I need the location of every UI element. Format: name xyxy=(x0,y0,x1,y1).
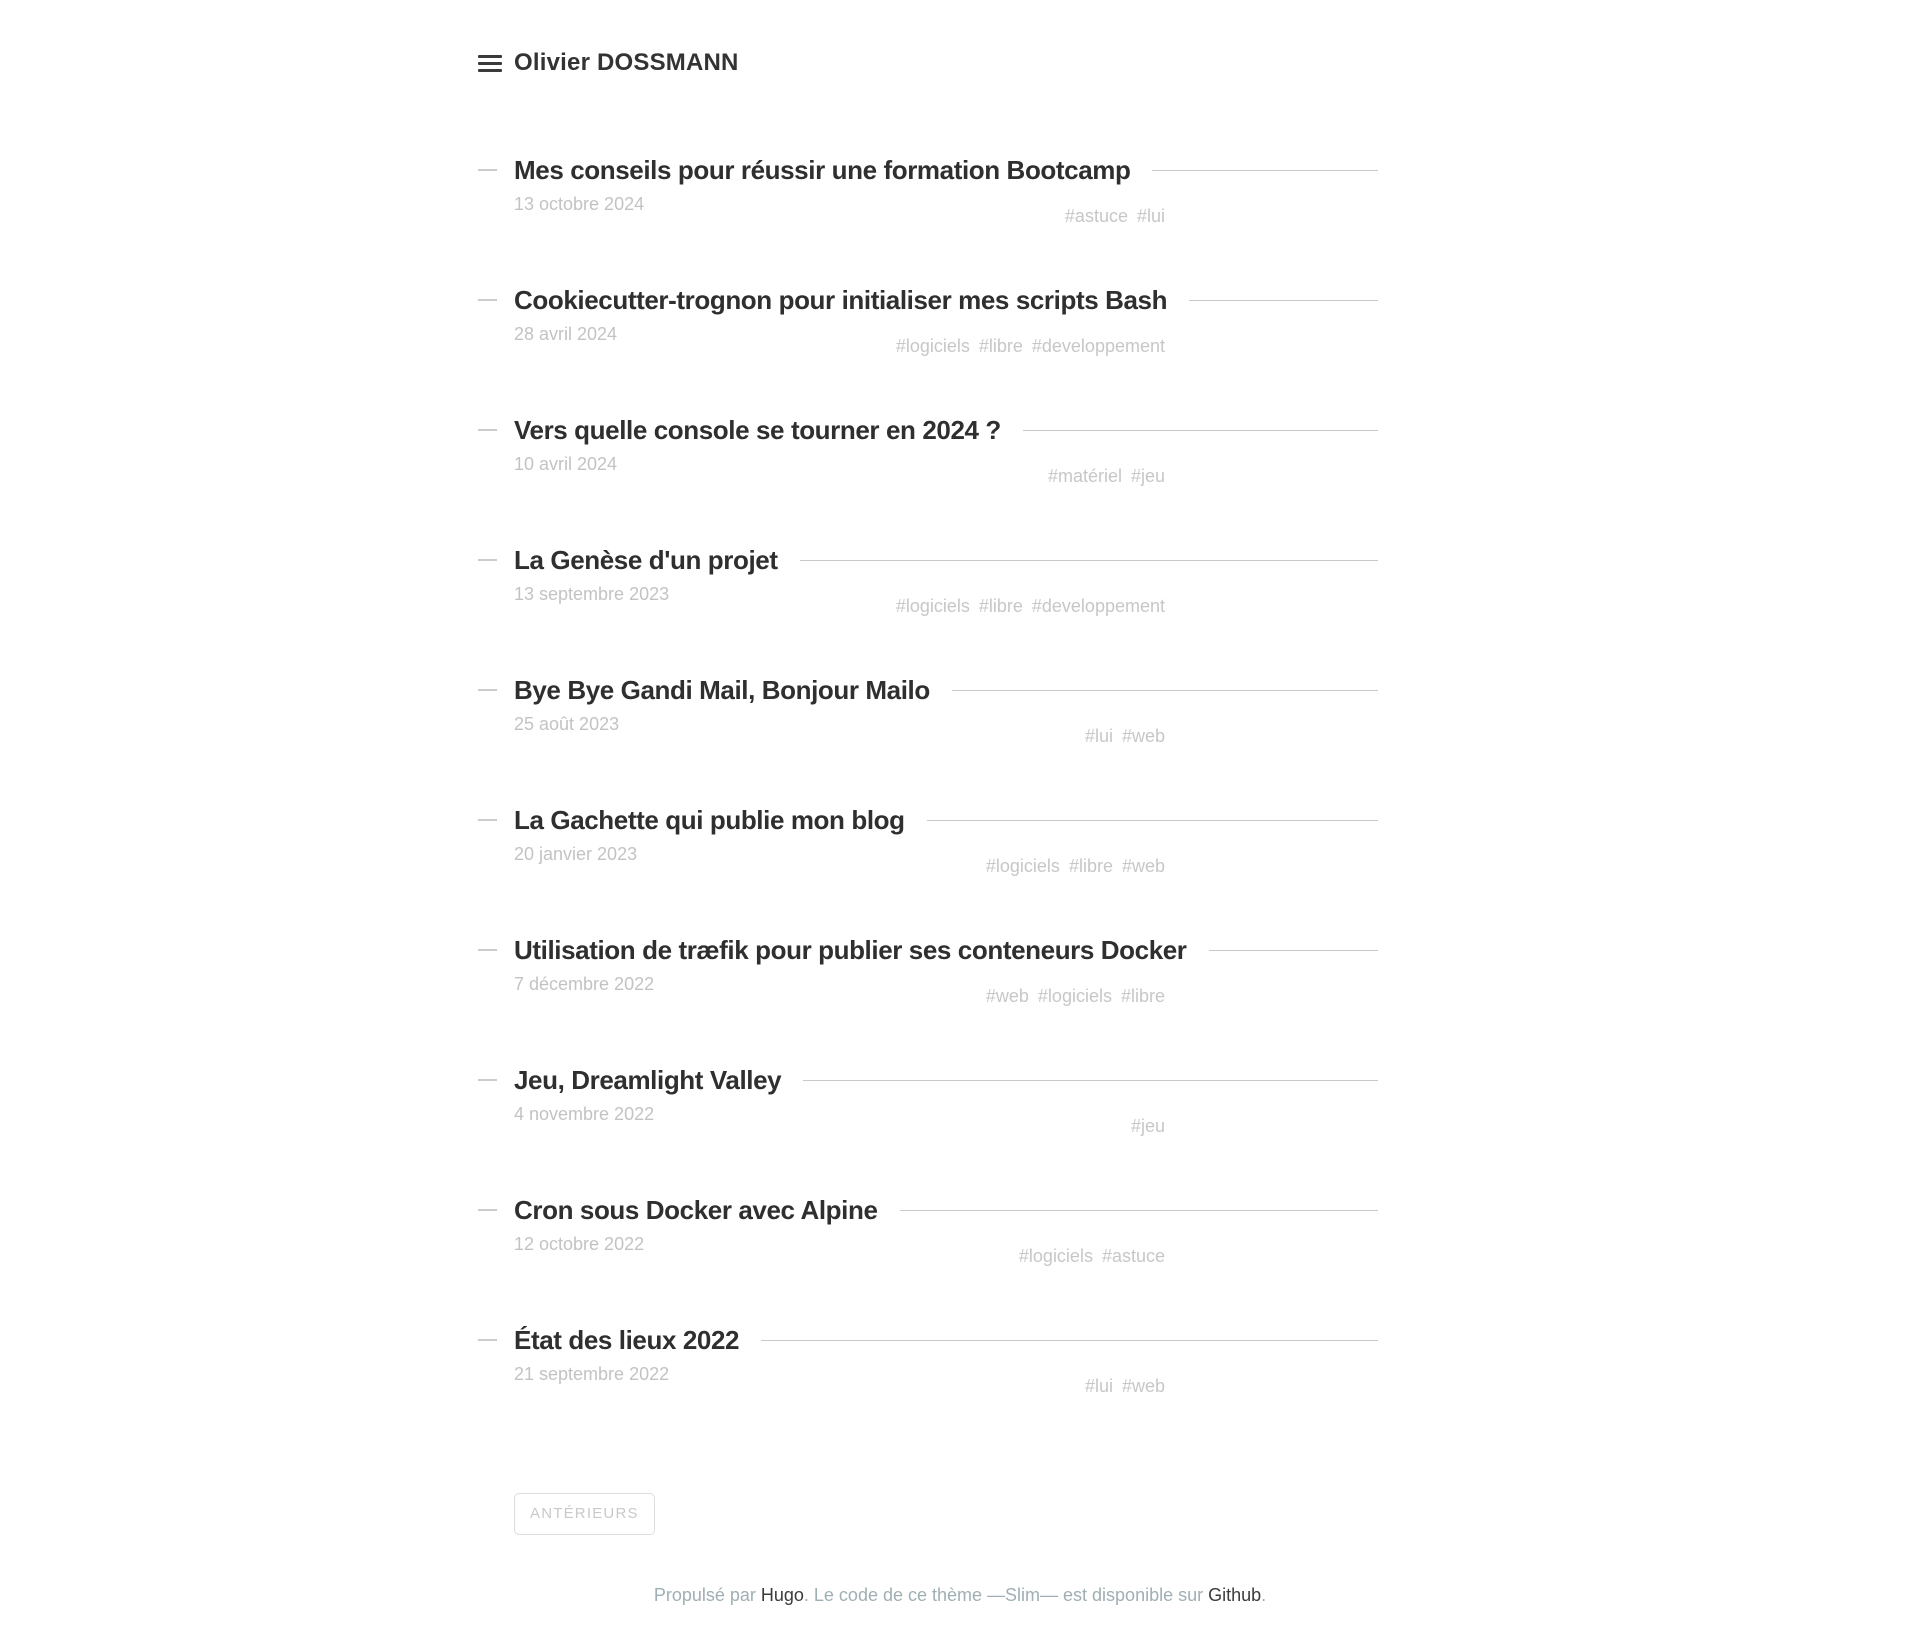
post-list xyxy=(514,153,1378,1397)
title-dash-decoration xyxy=(478,689,497,691)
post-tags xyxy=(1085,1375,1165,1397)
post-title-link[interactable]: Jeu, Dreamlight Valley xyxy=(514,1065,782,1095)
post-tag-link[interactable]: #lui xyxy=(1084,726,1113,746)
page-container xyxy=(514,0,1378,1535)
post-tag-link[interactable]: #web xyxy=(1121,1376,1165,1396)
post-title-link[interactable]: La Gachette qui publie mon blog xyxy=(514,805,905,835)
title-dash-decoration xyxy=(478,1209,497,1211)
post-meta xyxy=(514,1233,1165,1267)
post-meta xyxy=(514,583,1165,617)
post-title-row xyxy=(514,413,1378,447)
footer-link-github[interactable]: Github xyxy=(1208,1585,1262,1605)
post-tags xyxy=(1048,465,1165,487)
site-title-link[interactable]: Olivier DOSSMANN xyxy=(514,49,739,76)
post-tag-link[interactable]: #astuce xyxy=(1064,206,1128,226)
post-meta xyxy=(514,453,1165,487)
post-tag-link[interactable]: #libre xyxy=(978,596,1023,616)
post-item xyxy=(514,543,1378,617)
post-tag-link[interactable]: #logiciels xyxy=(1037,986,1112,1006)
post-item xyxy=(514,673,1378,747)
post-title-link[interactable]: Cookiecutter-trognon pour initialiser mes scripts Bash xyxy=(514,285,1168,315)
post-date: 13 octobre 2024 xyxy=(514,194,645,214)
footer-link-hugo[interactable]: Hugo xyxy=(760,1585,804,1605)
post-title-link[interactable]: Mes conseils pour réussir une formation Bootcamp xyxy=(514,155,1131,185)
title-dash-decoration xyxy=(478,1079,497,1081)
menu-hamburger-icon[interactable] xyxy=(478,55,502,72)
post-meta xyxy=(514,713,1165,747)
post-tags xyxy=(986,985,1165,1007)
post-date: 21 septembre 2022 xyxy=(514,1364,670,1384)
post-tag-link[interactable]: #web xyxy=(1121,726,1165,746)
footer-text-prefix: Propulsé par xyxy=(653,1585,761,1605)
post-date: 10 avril 2024 xyxy=(514,454,618,474)
post-date: 28 avril 2024 xyxy=(514,324,618,344)
post-tag-link[interactable]: #jeu xyxy=(1130,1116,1165,1136)
post-date: 12 octobre 2022 xyxy=(514,1234,645,1254)
pagination xyxy=(514,1493,1378,1535)
post-title-row xyxy=(514,153,1378,187)
post-tag-link[interactable]: #libre xyxy=(1120,986,1165,1006)
post-tag-link[interactable]: #logiciels xyxy=(985,856,1060,876)
title-dash-decoration xyxy=(478,949,497,951)
post-tag-link[interactable]: #libre xyxy=(978,336,1023,356)
post-tags xyxy=(1019,1245,1165,1267)
post-title-row xyxy=(514,1323,1378,1357)
post-date: 13 septembre 2023 xyxy=(514,584,670,604)
post-tags xyxy=(1065,205,1165,227)
post-tag-link[interactable]: #lui xyxy=(1136,206,1165,226)
post-meta xyxy=(514,1363,1165,1397)
post-tag-link[interactable]: #web xyxy=(985,986,1029,1006)
post-item xyxy=(514,1323,1378,1397)
post-item xyxy=(514,933,1378,1007)
post-title-link[interactable]: Cron sous Docker avec Alpine xyxy=(514,1195,878,1225)
title-dash-decoration xyxy=(478,169,497,171)
post-meta xyxy=(514,323,1165,357)
post-tag-link[interactable]: #logiciels xyxy=(895,336,970,356)
post-title-link[interactable]: Bye Bye Gandi Mail, Bonjour Mailo xyxy=(514,675,930,705)
post-item xyxy=(514,1063,1378,1137)
post-tag-link[interactable]: #developpement xyxy=(1031,336,1165,356)
title-dash-decoration xyxy=(478,1339,497,1341)
title-rule-decoration xyxy=(1152,170,1378,171)
post-title-link[interactable]: État des lieux 2022 xyxy=(514,1325,740,1355)
title-rule-decoration xyxy=(900,1210,1378,1211)
post-title-row xyxy=(514,803,1378,837)
title-rule-decoration xyxy=(1209,950,1378,951)
title-rule-decoration xyxy=(1189,300,1378,301)
post-title-link[interactable]: Vers quelle console se tourner en 2024 ? xyxy=(514,415,1001,445)
title-dash-decoration xyxy=(478,429,497,431)
post-item xyxy=(514,153,1378,227)
post-tag-link[interactable]: #logiciels xyxy=(895,596,970,616)
post-meta xyxy=(514,193,1165,227)
post-title-row xyxy=(514,1063,1378,1097)
post-tags xyxy=(986,855,1165,877)
post-tag-link[interactable]: #libre xyxy=(1068,856,1113,876)
older-posts-button[interactable]: ANTÉRIEURS xyxy=(514,1493,655,1535)
post-date: 25 août 2023 xyxy=(514,714,620,734)
post-tags xyxy=(1085,725,1165,747)
post-meta xyxy=(514,1103,1165,1137)
post-title-row xyxy=(514,933,1378,967)
title-rule-decoration xyxy=(952,690,1378,691)
post-tag-link[interactable]: #logiciels xyxy=(1018,1246,1093,1266)
post-date: 20 janvier 2023 xyxy=(514,844,638,864)
footer-text-middle: . Le code de ce thème —Slim— est disponible sur xyxy=(803,1585,1209,1605)
post-tag-link[interactable]: #lui xyxy=(1084,1376,1113,1396)
post-tag-link[interactable]: #developpement xyxy=(1031,596,1165,616)
title-rule-decoration xyxy=(800,560,1378,561)
post-title-row xyxy=(514,543,1378,577)
post-item xyxy=(514,803,1378,877)
post-tags xyxy=(896,595,1165,617)
title-dash-decoration xyxy=(478,559,497,561)
site-header xyxy=(478,48,1378,78)
post-meta xyxy=(514,843,1165,877)
title-rule-decoration xyxy=(761,1340,1378,1341)
post-title-row xyxy=(514,283,1378,317)
post-item xyxy=(514,1193,1378,1267)
post-date: 4 novembre 2022 xyxy=(514,1104,655,1124)
post-date: 7 décembre 2022 xyxy=(514,974,655,994)
post-title-row xyxy=(514,1193,1378,1227)
post-tags xyxy=(1131,1115,1165,1137)
post-tag-link[interactable]: #matériel xyxy=(1047,466,1122,486)
post-item xyxy=(514,413,1378,487)
title-rule-decoration xyxy=(1023,430,1378,431)
title-dash-decoration xyxy=(478,819,497,821)
title-rule-decoration xyxy=(927,820,1378,821)
post-tags xyxy=(896,335,1165,357)
post-tag-link[interactable]: #astuce xyxy=(1101,1246,1165,1266)
post-tag-link[interactable]: #web xyxy=(1121,856,1165,876)
title-dash-decoration xyxy=(478,299,497,301)
post-title-row xyxy=(514,673,1378,707)
footer xyxy=(0,1583,1920,1608)
post-tag-link[interactable]: #jeu xyxy=(1130,466,1165,486)
post-item xyxy=(514,283,1378,357)
footer-text-suffix: . xyxy=(1261,1585,1267,1605)
post-title-link[interactable]: La Genèse d'un projet xyxy=(514,545,778,575)
title-rule-decoration xyxy=(803,1080,1378,1081)
post-meta xyxy=(514,973,1165,1007)
post-title-link[interactable]: Utilisation de træfik pour publier ses conteneurs Docker xyxy=(514,935,1187,965)
